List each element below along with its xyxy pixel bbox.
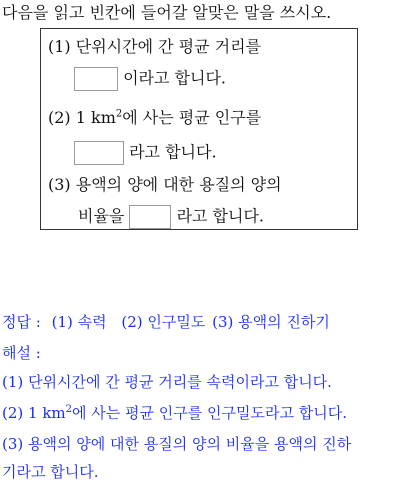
answer-label: 정답 : bbox=[2, 313, 41, 331]
question-3-prefix: 비율을 bbox=[78, 206, 125, 226]
blank-box-2[interactable] bbox=[74, 141, 124, 165]
blank-box-3[interactable] bbox=[129, 205, 171, 229]
explanation-1: (1) 단위시간에 간 평균 거리를 속력이라고 합니다. bbox=[2, 373, 332, 391]
question-2-line-2 bbox=[74, 141, 217, 165]
answer-3: (3) 용액의 진하기 bbox=[212, 313, 330, 331]
question-3-line-1: (3) 용액의 양에 대한 용질의 양의 bbox=[48, 175, 282, 194]
explanation-2-postfix: 에 사는 평균 인구를 인구밀도라고 합니다. bbox=[72, 404, 347, 422]
answer-1: (1) 속력 bbox=[51, 313, 107, 331]
explanation-2-prefix: (2) 1 km bbox=[2, 404, 66, 422]
question-2-line-1 bbox=[48, 108, 261, 128]
explanation-2 bbox=[2, 403, 347, 423]
question-2-suffix: 라고 합니다. bbox=[129, 142, 217, 162]
question-2-superscript: 2 bbox=[115, 108, 123, 120]
explanation-3-line-2: 기라고 합니다. bbox=[2, 463, 99, 481]
explanation-label: 해설 : bbox=[2, 344, 41, 362]
question-1-suffix: 이라고 합니다. bbox=[123, 68, 227, 88]
explanation-3-line-1: (3) 용액의 양에 대한 용질의 양의 비율을 용액의 진하 bbox=[2, 435, 352, 453]
explanation-2-superscript: 2 bbox=[65, 404, 73, 415]
question-1-line-2 bbox=[74, 67, 226, 91]
blank-box-1[interactable] bbox=[74, 67, 118, 91]
question-3-line-2 bbox=[78, 205, 264, 229]
question-box bbox=[40, 28, 358, 230]
answer-line bbox=[2, 312, 330, 332]
question-3-suffix: 라고 합니다. bbox=[176, 206, 265, 226]
question-1-line-1: (1) 단위시간에 간 평균 거리를 bbox=[48, 37, 262, 56]
question-2-prefix: (2) 1 km bbox=[48, 108, 116, 127]
instruction-text: 다음을 읽고 빈칸에 들어갈 알맞은 말을 쓰시오. bbox=[2, 3, 332, 22]
question-2-postfix: 에 사는 평균 인구를 bbox=[122, 108, 262, 127]
answer-2: (2) 인구밀도 bbox=[121, 313, 206, 331]
